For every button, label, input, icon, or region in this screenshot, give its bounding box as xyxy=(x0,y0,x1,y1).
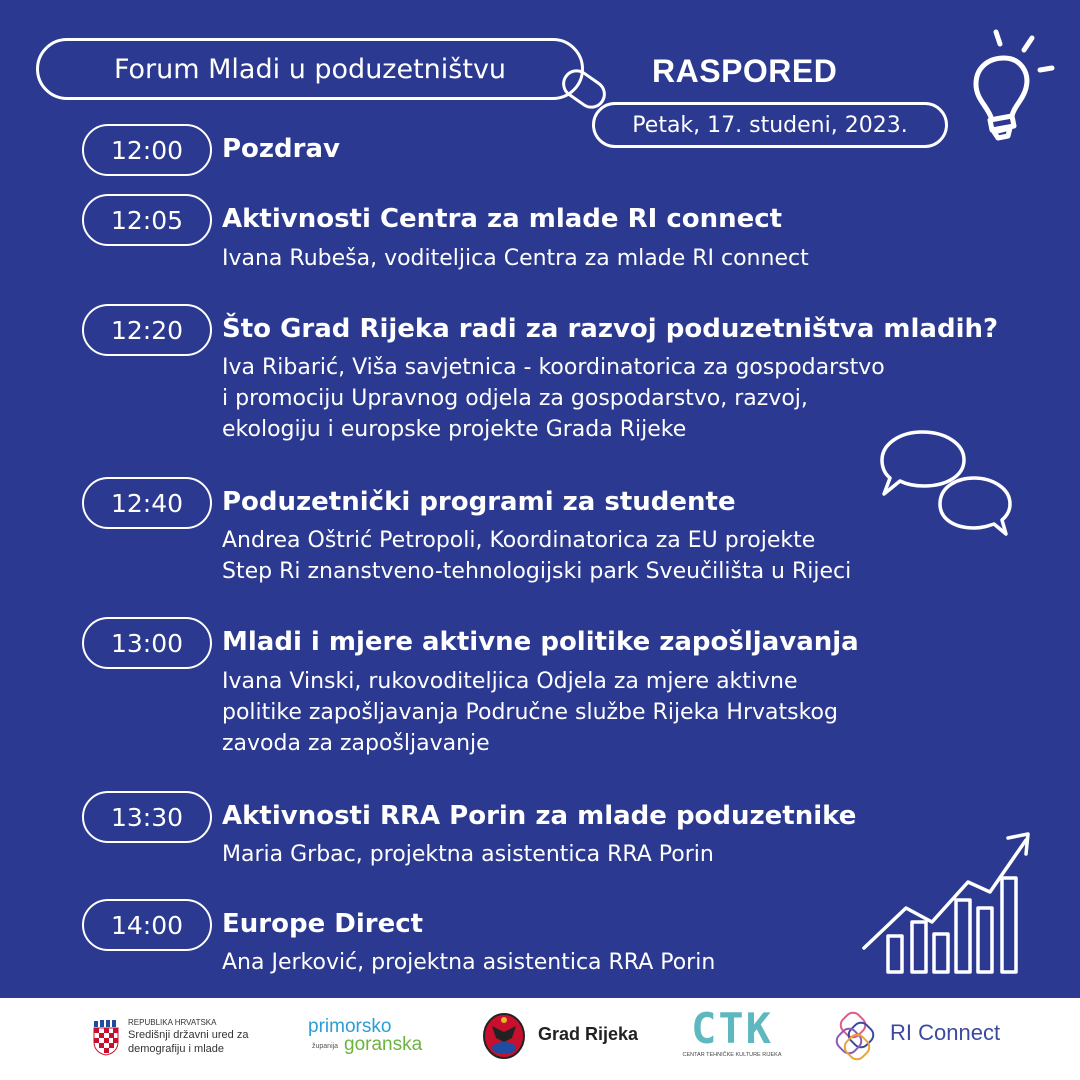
time: 12:20 xyxy=(110,315,184,345)
ri-connect-knot-icon xyxy=(830,1010,882,1062)
partner-logos-footer xyxy=(0,998,1080,1080)
growth-chart-icon xyxy=(858,826,1038,982)
event-title: Forum Mladi u poduzetništvu xyxy=(113,53,507,85)
speech-bubbles-icon xyxy=(876,428,1016,552)
item-title: Europe Direct xyxy=(222,909,424,939)
time-pill xyxy=(82,477,212,529)
time: 12:00 xyxy=(110,135,184,165)
item-title: Mladi i mjere aktivne politike zapošljavanja xyxy=(222,627,859,657)
item-desc: Ivana Vinski, rukovoditeljica Odjela za mjere aktivne xyxy=(222,669,798,694)
event-title-pill xyxy=(36,38,584,100)
time-pill xyxy=(82,617,212,669)
time-pill xyxy=(82,194,212,246)
time: 13:00 xyxy=(110,628,184,658)
time-pill xyxy=(82,304,212,356)
logo-ctk xyxy=(676,1004,788,1064)
item-title: Aktivnosti Centra za mlade RI connect xyxy=(222,204,783,234)
item-desc: ekologiju i europske projekte Grada Rijeke xyxy=(222,417,687,442)
item-desc: politike zapošljavanja Područne službe Rijeka Hrvatskog xyxy=(222,700,838,725)
logo-primorsko-goranska xyxy=(308,1016,438,1060)
time-pill xyxy=(82,791,212,843)
time-pill xyxy=(82,124,212,176)
item-title: Poduzetnički programi za studente xyxy=(222,487,736,517)
time-pill xyxy=(82,899,212,951)
item-desc: Andrea Oštrić Petropoli, Koordinatorica za EU projekte xyxy=(222,528,816,553)
time: 14:00 xyxy=(110,910,184,940)
time: 12:40 xyxy=(110,488,184,518)
item-desc: Iva Ribarić, Viša savjetnica - koordinatorica za gospodarstvo xyxy=(222,355,885,380)
lightbulb-icon xyxy=(960,28,1060,147)
item-desc: Step Ri znanstveno-tehnologijski park Sveučilišta u Rijeci xyxy=(222,559,852,584)
logo2-top: primorsko xyxy=(308,1016,392,1037)
item-title: Aktivnosti RRA Porin za mlade poduzetnike xyxy=(222,801,857,831)
item-title: Što Grad Rijeka radi za razvoj poduzetništva mladih? xyxy=(222,314,999,344)
logo4-sub: CENTAR TEHNIČKE KULTURE RIJEKA xyxy=(682,1052,782,1058)
logo1-line2: Središnji državni ured za xyxy=(128,1029,249,1041)
logo2-small: županija xyxy=(312,1043,339,1050)
item-title: Pozdrav xyxy=(222,134,340,164)
item-desc: Ana Jerković, projektna asistentica RRA Porin xyxy=(222,950,716,975)
logo1-line1: REPUBLIKA HRVATSKA xyxy=(128,1018,217,1027)
item-desc: zavoda za zapošljavanje xyxy=(222,731,490,756)
date-pill xyxy=(592,102,948,148)
logo2-bottom: goranska xyxy=(344,1034,423,1055)
logo3-name: Grad Rijeka xyxy=(538,1024,639,1044)
rijeka-coat-of-arms-icon xyxy=(482,1012,526,1060)
logo4-mark: CTK xyxy=(691,1004,773,1053)
time: 13:30 xyxy=(110,802,184,832)
croatian-coat-of-arms-icon xyxy=(92,1020,120,1056)
item-desc: Ivana Rubeša, voditeljica Centra za mlade RI connect xyxy=(222,246,809,271)
event-date: Petak, 17. studeni, 2023. xyxy=(632,112,908,138)
logo5-name: RI Connect xyxy=(890,1020,1001,1045)
item-desc: i promociju Upravnog odjela za gospodarstvo, razvoj, xyxy=(222,386,808,411)
schedule-heading: RASPORED xyxy=(652,53,838,89)
time: 12:05 xyxy=(110,205,184,235)
item-desc: Maria Grbac, projektna asistentica RRA Porin xyxy=(222,842,714,867)
logo1-line3: demografiju i mlade xyxy=(128,1043,224,1055)
